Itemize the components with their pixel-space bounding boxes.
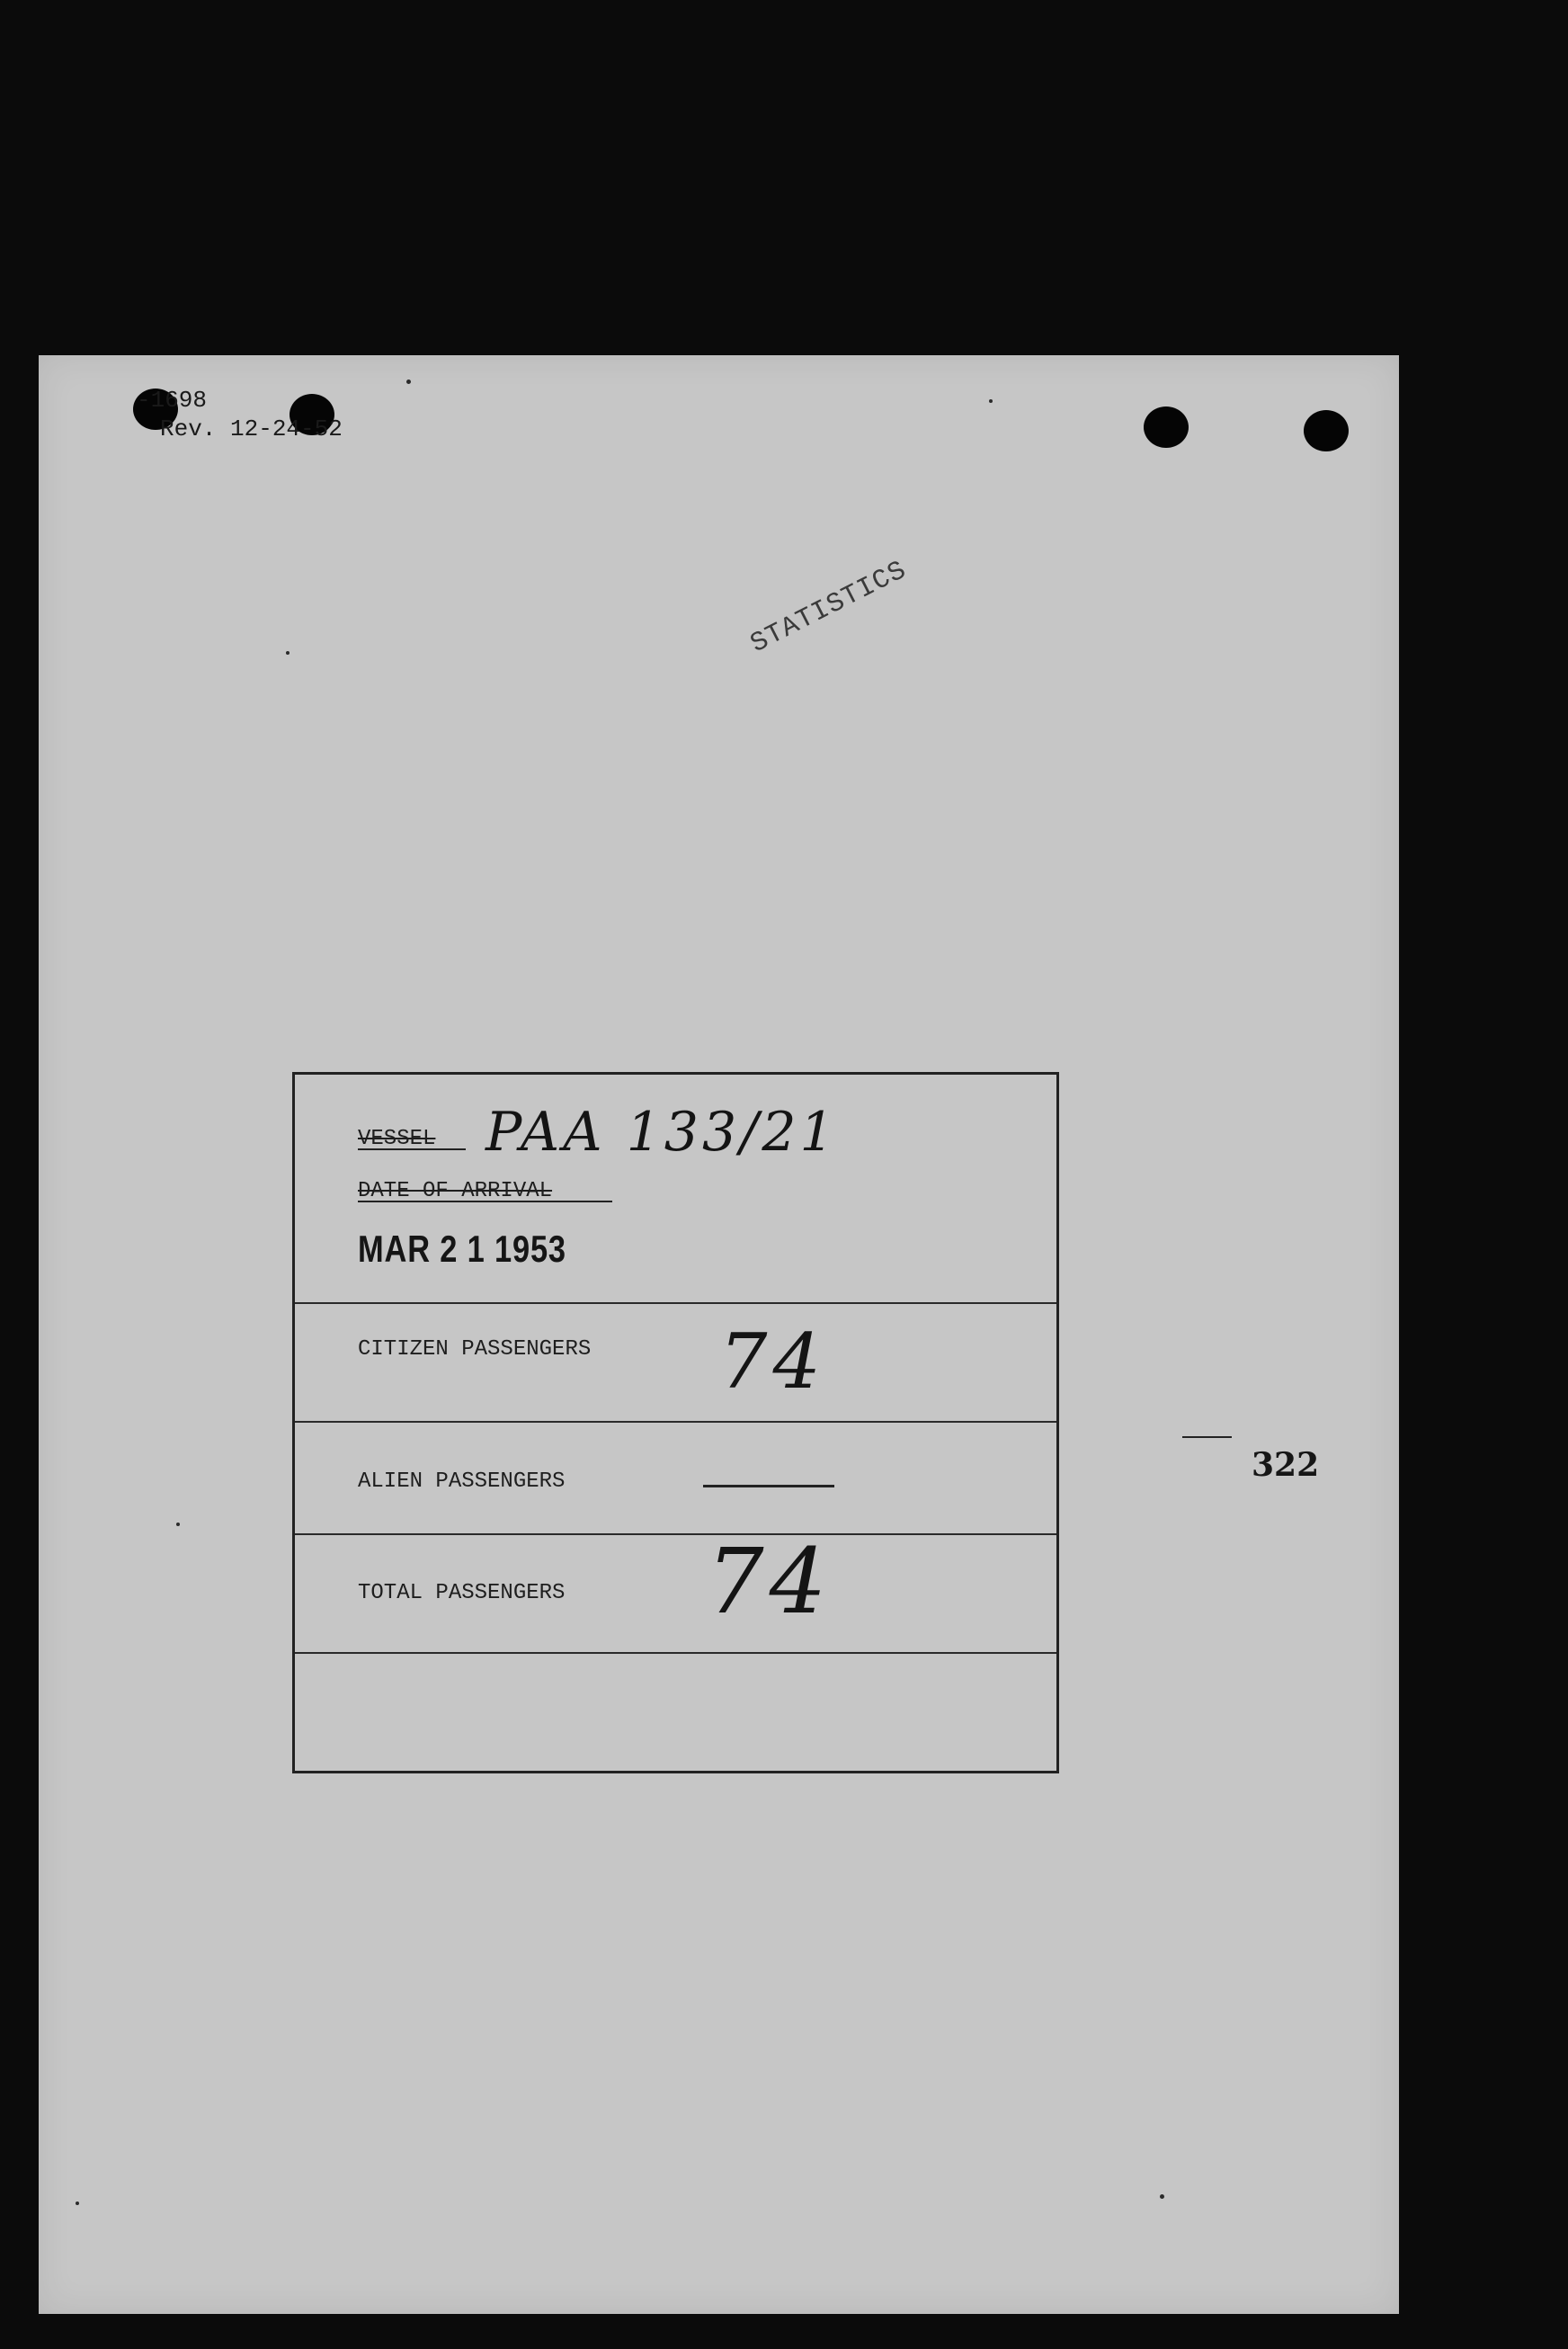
punch-hole-right-1: [1144, 406, 1189, 448]
margin-dash: [1182, 1436, 1232, 1438]
alien-passengers-dash: [703, 1485, 834, 1487]
scan-speck: [76, 2202, 79, 2205]
row-divider-2: [295, 1421, 1056, 1423]
form-number: -1698: [137, 387, 208, 414]
row-divider-1: [295, 1302, 1056, 1304]
statistics-stamp: STATISTICS: [745, 555, 913, 660]
scan-speck: [989, 399, 993, 403]
row-divider-3: [295, 1533, 1056, 1535]
scan-speck: [1160, 2194, 1164, 2199]
vessel-value: PAA 133/21: [486, 1101, 838, 1164]
arrival-underline: [358, 1201, 612, 1202]
row-divider-4: [295, 1652, 1056, 1654]
alien-passengers-label: ALIEN PASSENGERS: [358, 1469, 566, 1494]
page-number: 322: [1252, 1446, 1320, 1484]
citizen-passengers-label: CITIZEN PASSENGERS: [358, 1337, 592, 1362]
scan-speck: [406, 380, 411, 384]
total-passengers-label: TOTAL PASSENGERS: [358, 1581, 566, 1605]
vessel-underline: [358, 1148, 466, 1150]
scan-speck: [176, 1523, 180, 1526]
punch-hole-right-2: [1304, 410, 1349, 451]
passenger-form-box: [292, 1072, 1059, 1773]
arrival-date-stamp: MAR 2 1 1953: [358, 1228, 566, 1270]
arrival-label: DATE OF ARRIVAL: [358, 1179, 553, 1203]
vessel-label: VESSEL: [358, 1127, 436, 1151]
total-passengers-value: 74: [707, 1529, 833, 1634]
citizen-passengers-value: 74: [719, 1317, 826, 1406]
scan-speck: [286, 651, 290, 655]
form-revision: Rev. 12-24-52: [160, 415, 343, 442]
